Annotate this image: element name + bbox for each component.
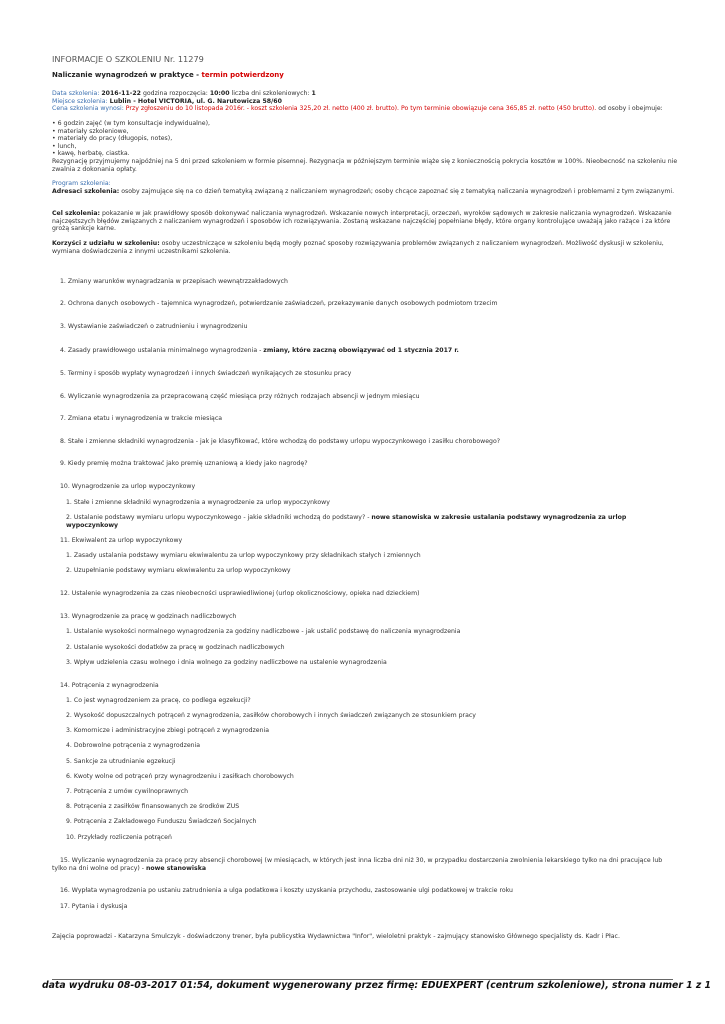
- sub-list-item: 7. Potrącenia z umów cywilnoprawnych: [66, 788, 189, 795]
- sub-list-item: 9. Potrącenia z Zakładowego Funduszu Świadczeń Socjalnych: [66, 818, 257, 825]
- time-label: godzina rozpoczęcia:: [142, 90, 208, 97]
- date-label: Data szkolenia:: [52, 90, 100, 97]
- time-value: 10:00: [209, 90, 230, 97]
- list-item: 9. Kiedy premię można traktować jako premię uznaniową a kiedy jako nagrodę?: [60, 460, 308, 467]
- list-item: 7. Zmiana etatu i wynagrodzenia w trakcie miesiąca: [60, 415, 223, 422]
- sub-list-item: 2. Ustalanie wysokości dodatków za pracę w godzinach nadliczbowych: [66, 644, 285, 651]
- cost-value: Przy zgłoszeniu do 10 listopada 2016r. - koszt szkolenia 325,20 zł. netto (400 zł. brutto). Po tym terminie obowiązuje cena 365,85 zł. netto (450 brutto).: [125, 105, 597, 113]
- list-item: 3. Wystawianie zaświadczeń o zatrudnieniu i wynagrodzeniu: [60, 323, 248, 330]
- list-item: 13. Wynagrodzenie za pracę w godzinach nadliczbowych: [60, 613, 237, 620]
- list-item: 10. Wynagrodzenie za urlop wypoczynkowy: [60, 483, 196, 490]
- date-value: 2016-11-22: [101, 90, 141, 97]
- includes-item: • kawę, herbatę, ciastka.: [52, 150, 130, 158]
- sub-list-item: 2. Ustalanie podstawy wymiaru urlopu wypoczynkowego - jakie składniki wchodzą do podstawy? - nowe stanowiska w zakresie ustalania podstawy wynagrodzenia za urlop wypoczynkowy: [66, 514, 627, 529]
- training-title: [52, 72, 284, 80]
- list-item: 4. Zasady prawidłowego ustalania minimalnego wynagrodzenia - zmiany, które zaczną obowiązywać od 1 stycznia 2017 r.: [60, 347, 459, 354]
- place-label: Miejsce szkolenia:: [52, 97, 108, 105]
- adresaci-paragraph: [52, 188, 678, 196]
- document-header: INFORMACJE O SZKOLENIU Nr. 11279: [52, 54, 204, 64]
- days-value: 1: [311, 90, 316, 97]
- cel-paragraph: [52, 210, 678, 233]
- adresaci-label: Adresaci szkolenia:: [52, 187, 120, 195]
- list-item: 8. Stałe i zmienne składniki wynagrodzenia - jak je klasyfikować, które wchodzą do podstawy urlopu wypoczynkowego i zasiłku chorobowego?: [60, 438, 501, 445]
- cel-label: Cel szkolenia:: [52, 210, 100, 217]
- training-meta: [52, 90, 678, 113]
- sub-list-item: 3. Wpływ udzielenia czasu wolnego i dnia wolnego za godziny nadliczbowe na ustalenie wynagrodzenia: [66, 659, 387, 666]
- sub-list-item: 4. Dobrowolne potrącenia z wynagrodzenia: [66, 742, 201, 749]
- sub-list-item: 1. Stałe i zmienne składniki wynagrodzenia a wynagrodzenie za urlop wypoczynkowy: [66, 499, 330, 506]
- sub-list-item: 8. Potrącenia z zasiłków finansowanych ze środków ZUS: [66, 803, 240, 810]
- sub-list-item: 1. Ustalanie wysokości normalnego wynagrodzenia za godziny nadliczbowe - jak ustalić podstawę do naliczenia wynagrodzenia: [66, 628, 461, 635]
- title-status: termin potwierdzony: [201, 71, 284, 79]
- includes-item: • materiały do pracy (długopis, notes),: [52, 135, 173, 143]
- adresaci-text: osoby zajmujące się na co dzień tematyką związaną z naliczaniem wynagrodzeń; osoby chcące zapoznać się z tematyką naliczania wynagrodzeń i problemami z tym związanymi.: [119, 187, 675, 195]
- sub-list-item: 1. Co jest wynagrodzeniem za pracę, co podlega egzekucji?: [66, 697, 251, 704]
- list-item: 14. Potrącenia z wynagrodzenia: [60, 682, 159, 689]
- list-item: 15. Wyliczanie wynagrodzenia za pracę przy absencji chorobowej (w miesiącach, w których jest inna liczba dni niż 30, w przypadku dostarczenia zwolnienia lekarskiego tylko na dni pracujące lub tylko na dni wolne od pracy) - nowe stanowiska: [52, 857, 663, 872]
- list-item: 12. Ustalenie wynagrodzenia za czas nieobecności usprawiedliwionej (urlop okolicznościowy, opieka nad dzieckiem): [60, 590, 420, 597]
- includes-item: • 6 godzin zajęć (w tym konsultacje indywidualne),: [52, 120, 210, 127]
- sub-list-item: 2. Wysokość dopuszczalnych potrąceń z wynagrodzenia, zasiłków chorobowych i innych świadczeń związanych ze stosunkiem pracy: [66, 712, 476, 719]
- sub-list-item: 6. Kwoty wolne od potrąceń przy wynagrodzeniu i zasiłkach chorobowych: [66, 773, 294, 780]
- includes-list: [52, 120, 678, 173]
- cel-text: pokazanie w jak prawidłowy sposób dokonywać naliczania wynagrodzeń. Wskazanie nowych interpretacji, orzeczeń, wyroków sądowych w zakresie naliczania wynagrodzeń. Wskazanie najczęstszych błędów związanych z naliczaniem wynagrodzeń i sposobów ich rozwiązywania. Zostaną wskazane najczęściej popełniane błędy, które organy kontrolujące uważają jako rażące i za które grożą sankcje karne.: [52, 210, 672, 233]
- korzysci-label: Korzyści z udziału w szkoleniu:: [52, 240, 160, 247]
- sub-list-item: 2. Uzupełnianie podstawy wymiaru ekwiwalentu za urlop wypoczynkowy: [66, 567, 291, 574]
- list-item: 2. Ochrona danych osobowych - tajemnica wynagrodzeń, potwierdzanie zaświadczeń, przekazywanie danych osobowych podmiotom trzecim: [60, 300, 498, 307]
- title-main: Naliczanie wynagrodzeń w praktyce -: [52, 71, 202, 79]
- list-item: 16. Wypłata wynagrodzenia po ustaniu zatrudnienia a ulga podatkowa i koszty uzyskania przychodu, zastosowanie ulgi podatkowej w trakcie roku: [60, 887, 513, 894]
- list-item: 6. Wyliczanie wynagrodzenia za przepracowaną część miesiąca przy różnych rodzajach absencji w jednym miesiącu: [60, 393, 420, 400]
- cost-suffix: od osoby i obejmuje:: [598, 105, 663, 113]
- sub-list-item: 3. Komornicze i administracyjne zbiegi potrąceń z wynagrodzenia: [66, 727, 270, 734]
- trainer-info: Zajęcia poprowadzi - Katarzyna Smulczyk - doświadczony trener, była publicystka Wydawnictwa "Infor", wieloletni praktyk - zajmujący stanowisko Głównego specjalisty ds. Kadr i Płac.: [52, 933, 620, 940]
- list-item: 17. Pytania i dyskusja: [60, 903, 128, 910]
- list-item: 1. Zmiany warunków wynagradzania w przepisach wewnątrzzakładowych: [60, 278, 288, 285]
- includes-item: • lunch,: [52, 142, 77, 150]
- place-value: Lublin - Hotel VICTORIA, ul. G. Narutowicza 58/60: [109, 97, 282, 105]
- resignation-terms: Rezygnację przyjmujemy najpóźniej na 5 dni przed szkoleniem w formie pisemnej. Rezygnacja w późniejszym terminie wiąże się z koniecznością pokrycia kosztów w 100%. Nieobecność na szkoleniu nie zwalnia z dokonania opłaty.: [52, 157, 678, 173]
- korzysci-paragraph: [52, 240, 678, 255]
- sub-list-item: 1. Zasady ustalania podstawy wymiaru ekwiwalentu za urlop wypoczynkowy przy składnikach stałych i zmiennych: [66, 552, 421, 559]
- program-intro: [52, 180, 678, 195]
- korzysci-text: osoby uczestniczące w szkoleniu będą mogły poznać sposoby rozwiązywania problemów związanych z naliczaniem wynagrodzeń. Możliwość dyskusji w szkoleniu, wymiana doświadczenia z innymi uczestnikami szkolenia.: [52, 240, 664, 255]
- program-label: Program szkolenia:: [52, 180, 111, 187]
- list-item: 5. Terminy i sposób wypłaty wynagrodzeń i innych świadczeń wynikających ze stosunku pracy: [60, 370, 352, 377]
- includes-item: • materiały szkoleniowe,: [52, 127, 129, 135]
- print-footer: data wydruku 08-03-2017 01:54, dokument wygenerowany przez firmę: EDUEXPERT (centrum szkoleniowe), strona numer 1 z 1: [42, 980, 711, 991]
- list-item: 11. Ekwiwalent za urlop wypoczynkowy: [60, 537, 183, 544]
- sub-list-item: 10. Przykłady rozliczenia potrąceń: [66, 834, 172, 841]
- days-label: liczba dni szkoleniowych:: [231, 90, 310, 97]
- cost-label: Cena szkolenia wynosi:: [52, 105, 124, 113]
- sub-list-item: 5. Sankcje za utrudnianie egzekucji: [66, 758, 176, 765]
